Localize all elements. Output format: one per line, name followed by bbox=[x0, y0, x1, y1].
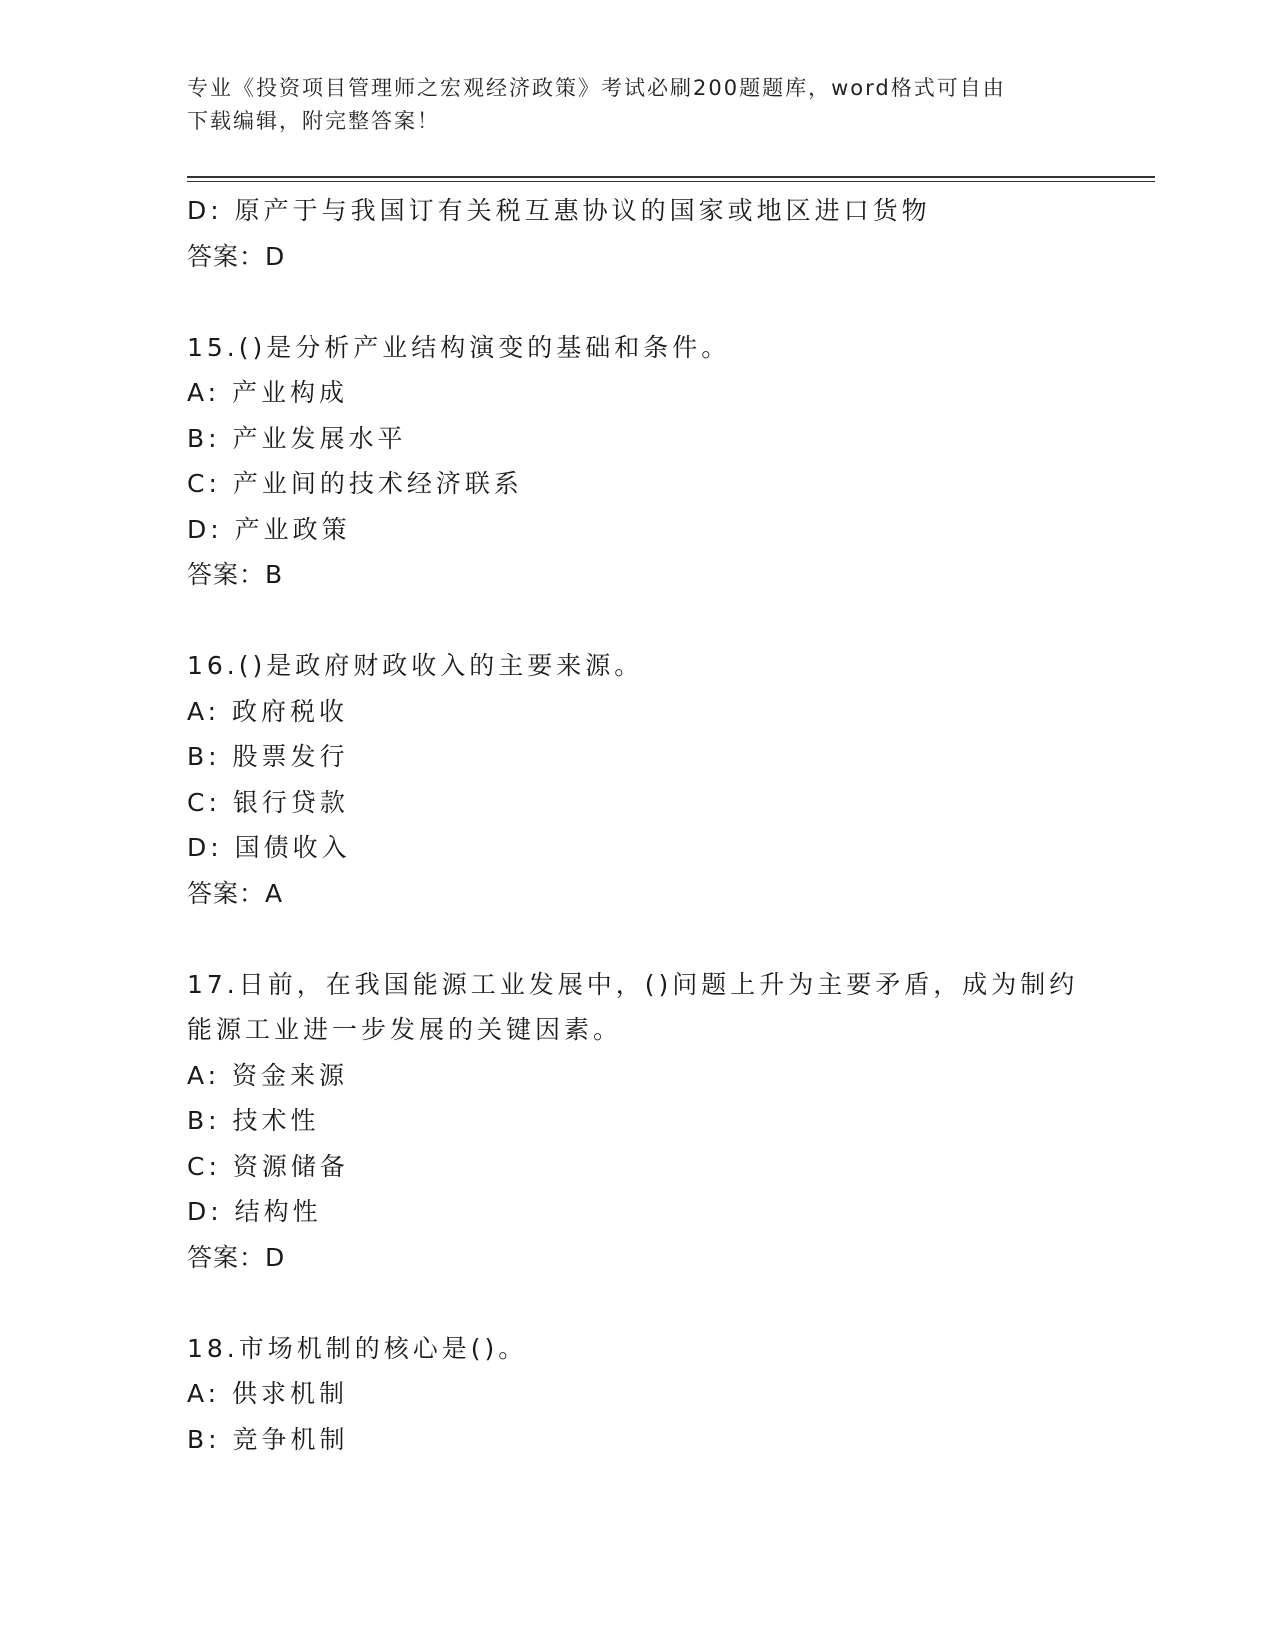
option-b: B: 竞争机制 bbox=[187, 1424, 349, 1454]
header-rule-thick bbox=[187, 176, 1155, 178]
option-c: C: 银行贷款 bbox=[187, 787, 349, 817]
header-line-2: 下载编辑，附完整答案！ bbox=[187, 109, 440, 133]
question-stem bbox=[187, 643, 1087, 689]
option-a: A: 供求机制 bbox=[187, 1379, 349, 1408]
option-d: D: 国债收入 bbox=[187, 833, 351, 862]
spacer bbox=[187, 598, 1087, 644]
document-header bbox=[187, 72, 1087, 138]
spacer bbox=[187, 916, 1087, 962]
option-c: C: 产业间的技术经济联系 bbox=[187, 469, 523, 498]
option-d: D: 结构性 bbox=[187, 1197, 322, 1226]
question-17 bbox=[187, 962, 1087, 1281]
question-stem bbox=[187, 1326, 1087, 1372]
answer: 答案：B bbox=[187, 560, 284, 589]
spacer bbox=[187, 279, 1087, 325]
question-stem-line: 17.日前，在我国能源工业发展中，()问题上升为主要矛盾，成为制约 bbox=[187, 969, 1079, 999]
answer: 答案：A bbox=[187, 878, 284, 908]
answer: 答案：D bbox=[187, 1242, 286, 1272]
option-a: A: 产业构成 bbox=[187, 378, 349, 407]
question-16 bbox=[187, 643, 1087, 916]
question-stem-line: 能源工业进一步发展的关键因素。 bbox=[187, 1015, 623, 1044]
question-stem-line: 18.市场机制的核心是()。 bbox=[187, 1333, 528, 1363]
option-d: D: 产业政策 bbox=[187, 514, 351, 544]
question-stem bbox=[187, 962, 1087, 1053]
option-b: B: 技术性 bbox=[187, 1106, 320, 1135]
option-b: B: 产业发展水平 bbox=[187, 423, 407, 453]
question-stem-line: 16.()是政府财政收入的主要来源。 bbox=[187, 651, 644, 680]
question-15 bbox=[187, 325, 1087, 598]
header-line-1: 专业《投资项目管理师之宏观经济政策》考试必刷200题题库，word格式可自由 bbox=[187, 76, 1006, 100]
spacer bbox=[187, 1280, 1087, 1326]
header-rule-thin bbox=[187, 181, 1155, 182]
carryover-answer: 答案：D bbox=[187, 241, 286, 271]
question-18 bbox=[187, 1326, 1087, 1463]
question-stem-line: 15.()是分析产业结构演变的基础和条件。 bbox=[187, 332, 731, 362]
option-a: A: 资金来源 bbox=[187, 1060, 349, 1090]
question-list bbox=[187, 188, 1087, 1462]
option-a: A: 政府税收 bbox=[187, 696, 349, 726]
option-b: B: 股票发行 bbox=[187, 742, 349, 771]
carryover-option-d: D: 原产于与我国订有关税互惠协议的国家或地区进口货物 bbox=[187, 196, 931, 225]
question-stem bbox=[187, 325, 1087, 371]
option-c: C: 资源储备 bbox=[187, 1151, 349, 1181]
